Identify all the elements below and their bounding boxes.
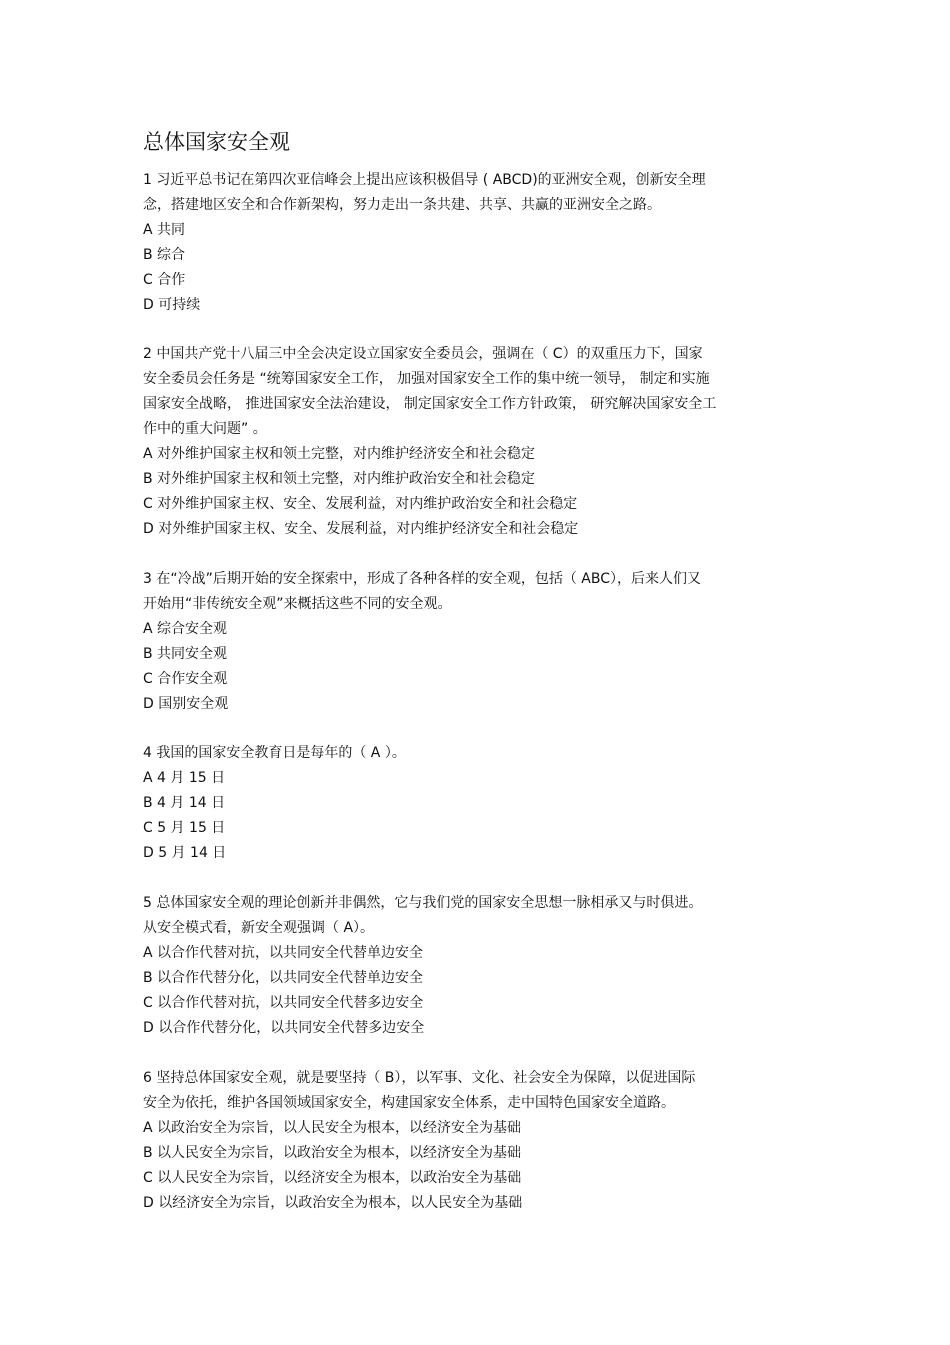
option-list bbox=[143, 941, 803, 1041]
stem-line: 1 习近平总书记在第四次亚信峰会上提出应该积极倡导 ( ABCD)的亚洲安全观，创新安全理 bbox=[143, 172, 706, 188]
stem-line: 6 坚持总体国家安全观，就是要坚持（ B），以军事、文化、社会安全为保障，以促进国际 bbox=[143, 1070, 696, 1086]
question-6 bbox=[143, 1066, 803, 1216]
option-a: A 以政治安全为宗旨，以人民安全为根本，以经济安全为基础 bbox=[143, 1120, 522, 1136]
option-d: D 国别安全观 bbox=[143, 696, 229, 712]
option-b: B 共同安全观 bbox=[143, 646, 228, 662]
option-b: B 以人民安全为宗旨，以政治安全为根本，以经济安全为基础 bbox=[143, 1145, 522, 1161]
question-3 bbox=[143, 567, 803, 717]
option-c: C 以人民安全为宗旨，以经济安全为根本，以政治安全为基础 bbox=[143, 1170, 522, 1186]
option-c: C 对外维护国家主权、安全、发展利益，对内维护政治安全和社会稳定 bbox=[143, 496, 578, 512]
option-a: A 对外维护国家主权和领土完整，对内维护经济安全和社会稳定 bbox=[143, 446, 536, 462]
option-b: B 对外维护国家主权和领土完整，对内维护政治安全和社会稳定 bbox=[143, 471, 536, 487]
option-list bbox=[143, 442, 803, 542]
question-stem bbox=[143, 741, 803, 766]
option-b: B 4 月 14 日 bbox=[143, 795, 226, 811]
stem-line: 开始用“非传统安全观”来概括这些不同的安全观。 bbox=[143, 596, 452, 612]
option-a: A 共同 bbox=[143, 222, 186, 238]
stem-line: 4 我国的国家安全教育日是每年的（ A ）。 bbox=[143, 745, 406, 761]
stem-line: 3 在“冷战”后期开始的安全探索中，形成了各种各样的安全观，包括（ ABC），后来人们又 bbox=[143, 571, 702, 587]
question-stem bbox=[143, 168, 803, 218]
option-c: C 合作 bbox=[143, 272, 186, 288]
option-list bbox=[143, 617, 803, 717]
option-b: B 以合作代替分化，以共同安全代替单边安全 bbox=[143, 970, 424, 986]
question-stem bbox=[143, 1066, 803, 1116]
stem-line: 念，搭建地区安全和合作新架构，努力走出一条共建、共享、共赢的亚洲安全之路。 bbox=[143, 197, 661, 213]
option-b: B 综合 bbox=[143, 247, 186, 263]
option-list bbox=[143, 218, 803, 318]
question-1 bbox=[143, 168, 803, 318]
option-list bbox=[143, 1116, 803, 1216]
stem-line: 5 总体国家安全观的理论创新并非偶然，它与我们党的国家安全思想一脉相承又与时俱进。 bbox=[143, 895, 703, 911]
stem-line: 国家安全战略， 推进国家安全法治建设， 制定国家安全工作方针政策， 研究解决国家安全工 bbox=[143, 396, 717, 412]
option-c: C 合作安全观 bbox=[143, 671, 228, 687]
option-d: D 以合作代替分化，以共同安全代替多边安全 bbox=[143, 1020, 425, 1036]
option-d: D 5 月 14 日 bbox=[143, 845, 227, 861]
question-stem bbox=[143, 891, 803, 941]
option-list bbox=[143, 766, 803, 866]
stem-line: 2 中国共产党十八届三中全会决定设立国家安全委员会，强调在（ C）的双重压力下，国家 bbox=[143, 346, 703, 362]
stem-line: 作中的重大问题” 。 bbox=[143, 421, 267, 437]
option-d: D 可持续 bbox=[143, 297, 201, 313]
question-stem bbox=[143, 342, 803, 442]
option-c: C 5 月 15 日 bbox=[143, 820, 226, 836]
option-a: A 综合安全观 bbox=[143, 621, 228, 637]
stem-line: 安全委员会任务是 “统筹国家安全工作， 加强对国家安全工作的集中统一领导， 制定和实施 bbox=[143, 371, 710, 387]
question-stem bbox=[143, 567, 803, 617]
stem-line: 安全为依托，维护各国领域国家安全，构建国家安全体系，走中国特色国家安全道路。 bbox=[143, 1095, 675, 1111]
page-title: 总体国家安全观 bbox=[143, 130, 290, 154]
question-4 bbox=[143, 741, 803, 866]
question-5 bbox=[143, 891, 803, 1041]
stem-line: 从安全模式看，新安全观强调（ A）。 bbox=[143, 920, 375, 936]
option-a: A 以合作代替对抗，以共同安全代替单边安全 bbox=[143, 945, 424, 961]
option-c: C 以合作代替对抗，以共同安全代替多边安全 bbox=[143, 995, 424, 1011]
option-a: A 4 月 15 日 bbox=[143, 770, 226, 786]
option-d: D 以经济安全为宗旨，以政治安全为根本，以人民安全为基础 bbox=[143, 1195, 523, 1211]
option-d: D 对外维护国家主权、安全、发展利益，对内维护经济安全和社会稳定 bbox=[143, 521, 579, 537]
question-2 bbox=[143, 342, 803, 542]
